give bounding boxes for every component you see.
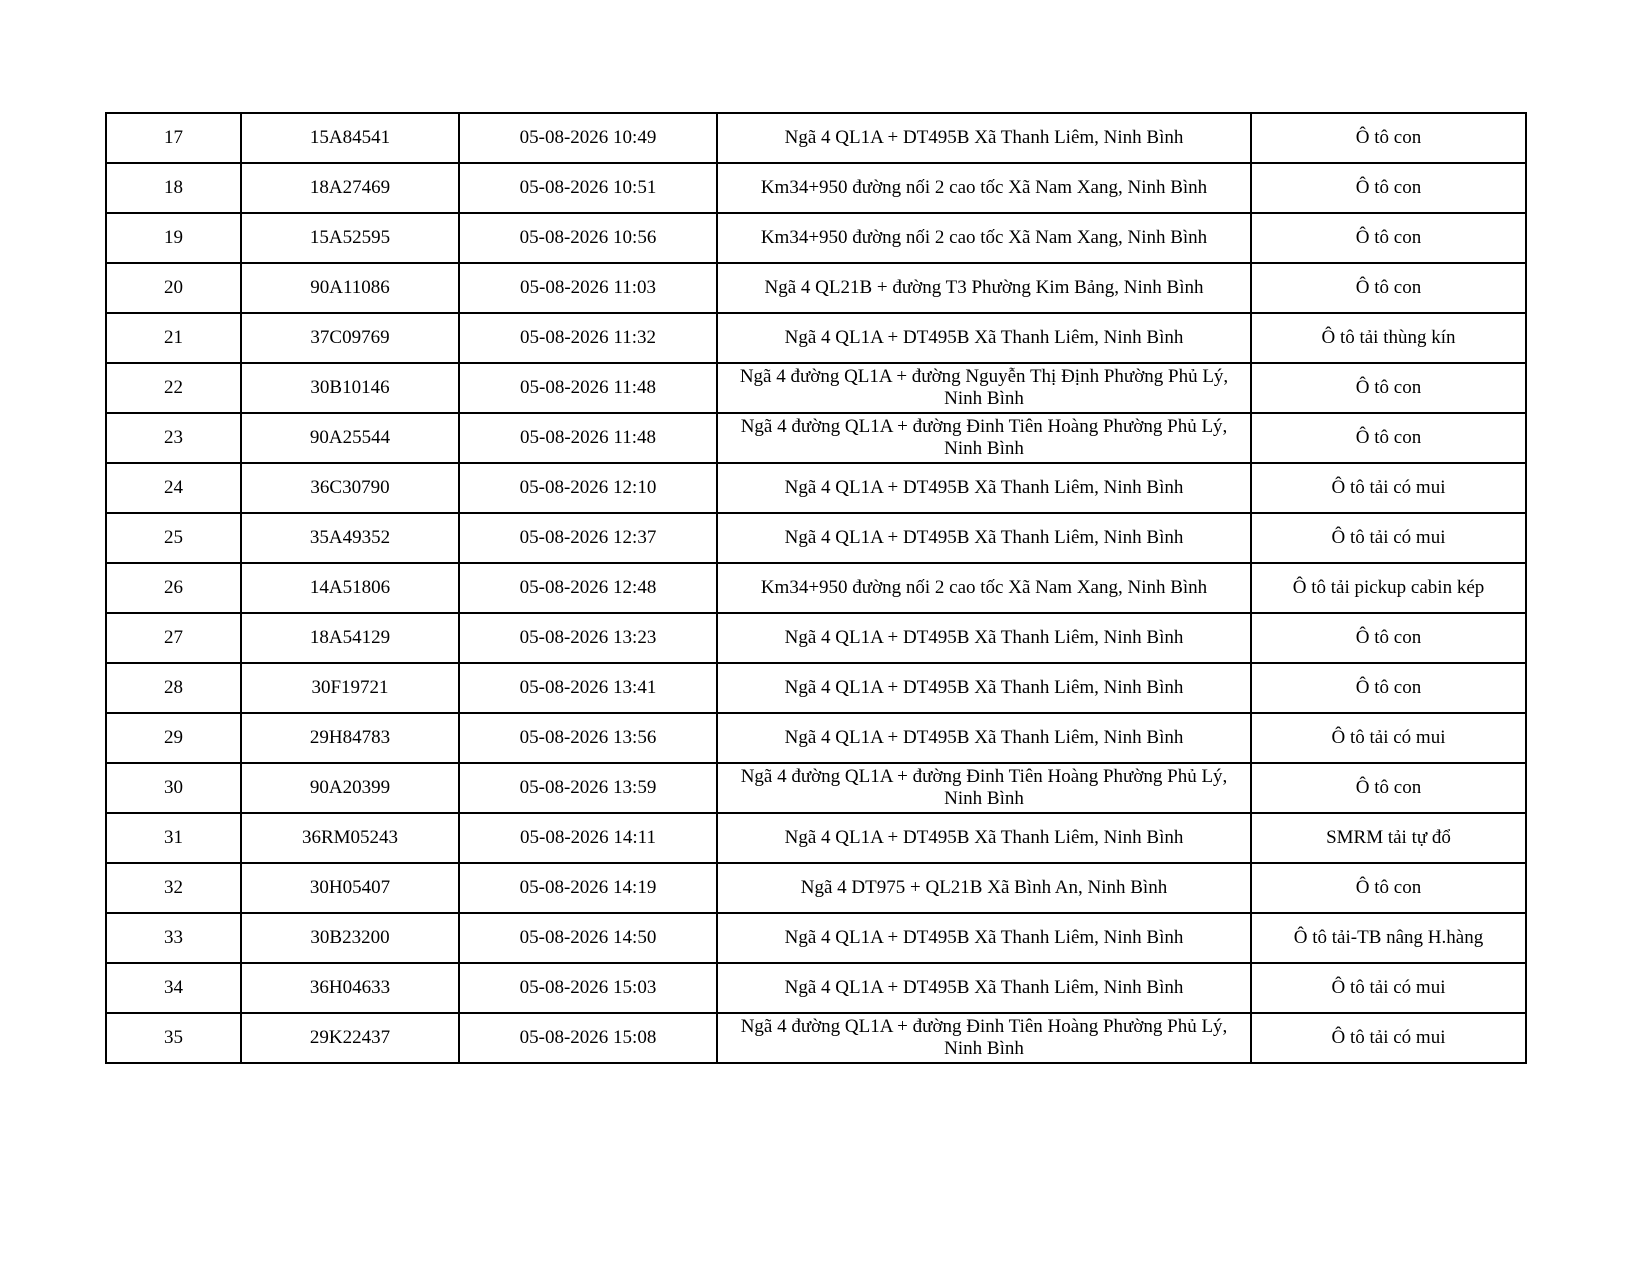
location-cell: Ngã 4 QL1A + DT495B Xã Thanh Liêm, Ninh Bình <box>717 513 1251 563</box>
violation-time-cell: 05-08-2026 13:59 <box>459 763 717 813</box>
table-row <box>106 813 1526 863</box>
license-plate-cell: 36C30790 <box>241 463 459 513</box>
vehicle-type-cell: SMRM tải tự đổ <box>1251 813 1526 863</box>
table-row <box>106 513 1526 563</box>
license-plate-cell: 36RM05243 <box>241 813 459 863</box>
violation-time-cell: 05-08-2026 12:37 <box>459 513 717 563</box>
license-plate-cell: 90A11086 <box>241 263 459 313</box>
table-row <box>106 713 1526 763</box>
row-number-cell: 34 <box>106 963 241 1013</box>
table-row <box>106 863 1526 913</box>
row-number-cell: 33 <box>106 913 241 963</box>
row-number-cell: 18 <box>106 163 241 213</box>
vehicle-type-cell: Ô tô con <box>1251 263 1526 313</box>
license-plate-cell: 30B10146 <box>241 363 459 413</box>
vehicle-type-cell: Ô tô tải có mui <box>1251 713 1526 763</box>
table-row <box>106 263 1526 313</box>
location-cell: Ngã 4 QL1A + DT495B Xã Thanh Liêm, Ninh Bình <box>717 113 1251 163</box>
table-row <box>106 163 1526 213</box>
violations-table <box>105 112 1527 1064</box>
table-row <box>106 963 1526 1013</box>
location-cell: Ngã 4 QL1A + DT495B Xã Thanh Liêm, Ninh Bình <box>717 713 1251 763</box>
row-number-cell: 17 <box>106 113 241 163</box>
location-cell: Km34+950 đường nối 2 cao tốc Xã Nam Xang, Ninh Bình <box>717 163 1251 213</box>
license-plate-cell: 36H04633 <box>241 963 459 1013</box>
violation-time-cell: 05-08-2026 14:11 <box>459 813 717 863</box>
location-cell: Ngã 4 đường QL1A + đường Đinh Tiên Hoàng Phường Phủ Lý, Ninh Bình <box>717 1013 1251 1063</box>
table-row <box>106 413 1526 463</box>
row-number-cell: 26 <box>106 563 241 613</box>
table-row <box>106 313 1526 363</box>
vehicle-type-cell: Ô tô con <box>1251 413 1526 463</box>
location-cell: Ngã 4 đường QL1A + đường Nguyễn Thị Định Phường Phủ Lý, Ninh Bình <box>717 363 1251 413</box>
row-number-cell: 22 <box>106 363 241 413</box>
location-cell: Ngã 4 QL1A + DT495B Xã Thanh Liêm, Ninh Bình <box>717 463 1251 513</box>
location-cell: Ngã 4 QL1A + DT495B Xã Thanh Liêm, Ninh Bình <box>717 663 1251 713</box>
table-row <box>106 213 1526 263</box>
row-number-cell: 32 <box>106 863 241 913</box>
location-cell: Ngã 4 đường QL1A + đường Đinh Tiên Hoàng Phường Phủ Lý, Ninh Bình <box>717 763 1251 813</box>
row-number-cell: 35 <box>106 1013 241 1063</box>
license-plate-cell: 15A52595 <box>241 213 459 263</box>
location-cell: Km34+950 đường nối 2 cao tốc Xã Nam Xang, Ninh Bình <box>717 563 1251 613</box>
row-number-cell: 30 <box>106 763 241 813</box>
violation-time-cell: 05-08-2026 10:56 <box>459 213 717 263</box>
location-cell: Ngã 4 QL1A + DT495B Xã Thanh Liêm, Ninh Bình <box>717 913 1251 963</box>
violation-time-cell: 05-08-2026 11:48 <box>459 363 717 413</box>
table-row <box>106 563 1526 613</box>
vehicle-type-cell: Ô tô con <box>1251 763 1526 813</box>
row-number-cell: 24 <box>106 463 241 513</box>
vehicle-type-cell: Ô tô tải pickup cabin kép <box>1251 563 1526 613</box>
vehicle-type-cell: Ô tô tải có mui <box>1251 963 1526 1013</box>
row-number-cell: 25 <box>106 513 241 563</box>
violation-time-cell: 05-08-2026 11:03 <box>459 263 717 313</box>
location-cell: Ngã 4 QL1A + DT495B Xã Thanh Liêm, Ninh Bình <box>717 613 1251 663</box>
row-number-cell: 19 <box>106 213 241 263</box>
violation-time-cell: 05-08-2026 14:50 <box>459 913 717 963</box>
table-row <box>106 363 1526 413</box>
row-number-cell: 20 <box>106 263 241 313</box>
location-cell: Ngã 4 đường QL1A + đường Đinh Tiên Hoàng Phường Phủ Lý, Ninh Bình <box>717 413 1251 463</box>
license-plate-cell: 30B23200 <box>241 913 459 963</box>
row-number-cell: 31 <box>106 813 241 863</box>
violation-time-cell: 05-08-2026 10:49 <box>459 113 717 163</box>
location-cell: Ngã 4 QL1A + DT495B Xã Thanh Liêm, Ninh Bình <box>717 963 1251 1013</box>
vehicle-type-cell: Ô tô tải có mui <box>1251 463 1526 513</box>
violation-time-cell: 05-08-2026 15:08 <box>459 1013 717 1063</box>
violation-time-cell: 05-08-2026 12:48 <box>459 563 717 613</box>
license-plate-cell: 29K22437 <box>241 1013 459 1063</box>
row-number-cell: 23 <box>106 413 241 463</box>
table-row <box>106 663 1526 713</box>
violation-time-cell: 05-08-2026 11:32 <box>459 313 717 363</box>
table-row <box>106 913 1526 963</box>
row-number-cell: 27 <box>106 613 241 663</box>
table-row <box>106 1013 1526 1063</box>
location-cell: Ngã 4 QL1A + DT495B Xã Thanh Liêm, Ninh Bình <box>717 813 1251 863</box>
vehicle-type-cell: Ô tô tải thùng kín <box>1251 313 1526 363</box>
location-cell: Ngã 4 DT975 + QL21B Xã Bình An, Ninh Bình <box>717 863 1251 913</box>
license-plate-cell: 14A51806 <box>241 563 459 613</box>
location-cell: Ngã 4 QL21B + đường T3 Phường Kim Bảng, Ninh Bình <box>717 263 1251 313</box>
license-plate-cell: 30H05407 <box>241 863 459 913</box>
vehicle-type-cell: Ô tô con <box>1251 163 1526 213</box>
table-row <box>106 113 1526 163</box>
license-plate-cell: 37C09769 <box>241 313 459 363</box>
license-plate-cell: 90A20399 <box>241 763 459 813</box>
license-plate-cell: 30F19721 <box>241 663 459 713</box>
violation-time-cell: 05-08-2026 13:23 <box>459 613 717 663</box>
vehicle-type-cell: Ô tô tải-TB nâng H.hàng <box>1251 913 1526 963</box>
violation-time-cell: 05-08-2026 13:56 <box>459 713 717 763</box>
violation-time-cell: 05-08-2026 13:41 <box>459 663 717 713</box>
violation-time-cell: 05-08-2026 15:03 <box>459 963 717 1013</box>
vehicle-type-cell: Ô tô con <box>1251 113 1526 163</box>
vehicle-type-cell: Ô tô con <box>1251 663 1526 713</box>
violation-time-cell: 05-08-2026 14:19 <box>459 863 717 913</box>
license-plate-cell: 35A49352 <box>241 513 459 563</box>
violation-time-cell: 05-08-2026 10:51 <box>459 163 717 213</box>
location-cell: Ngã 4 QL1A + DT495B Xã Thanh Liêm, Ninh Bình <box>717 313 1251 363</box>
license-plate-cell: 18A54129 <box>241 613 459 663</box>
vehicle-type-cell: Ô tô tải có mui <box>1251 1013 1526 1063</box>
vehicle-type-cell: Ô tô con <box>1251 863 1526 913</box>
violation-time-cell: 05-08-2026 12:10 <box>459 463 717 513</box>
license-plate-cell: 18A27469 <box>241 163 459 213</box>
table-row <box>106 463 1526 513</box>
row-number-cell: 21 <box>106 313 241 363</box>
license-plate-cell: 90A25544 <box>241 413 459 463</box>
violation-time-cell: 05-08-2026 11:48 <box>459 413 717 463</box>
vehicle-type-cell: Ô tô con <box>1251 213 1526 263</box>
table-body <box>106 113 1526 1063</box>
location-cell: Km34+950 đường nối 2 cao tốc Xã Nam Xang, Ninh Bình <box>717 213 1251 263</box>
vehicle-type-cell: Ô tô tải có mui <box>1251 513 1526 563</box>
vehicle-type-cell: Ô tô con <box>1251 613 1526 663</box>
license-plate-cell: 29H84783 <box>241 713 459 763</box>
row-number-cell: 29 <box>106 713 241 763</box>
license-plate-cell: 15A84541 <box>241 113 459 163</box>
table-row <box>106 613 1526 663</box>
row-number-cell: 28 <box>106 663 241 713</box>
table-row <box>106 763 1526 813</box>
vehicle-type-cell: Ô tô con <box>1251 363 1526 413</box>
